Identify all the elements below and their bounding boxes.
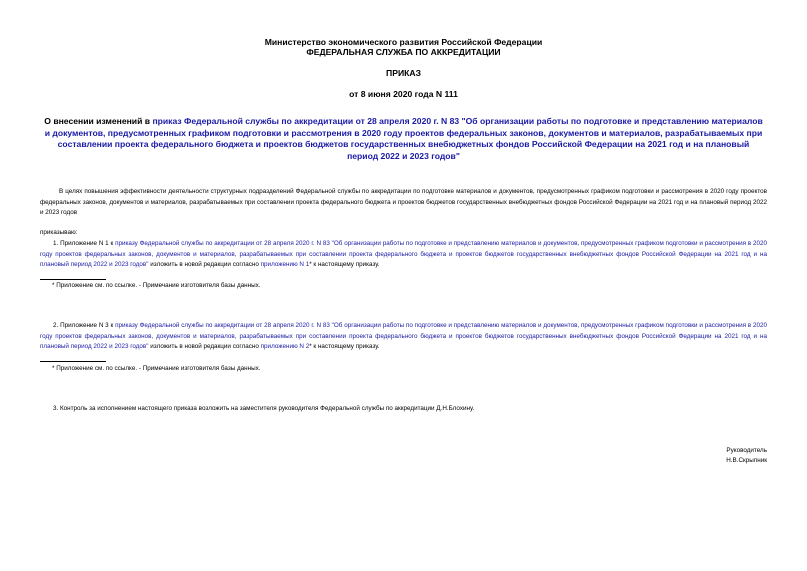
- doc-type-heading: ПРИКАЗ: [386, 68, 421, 78]
- footnote-2: * Приложение см. по ссылке. - Примечание изготовителя базы данных.: [52, 365, 261, 372]
- document-title: [44, 116, 763, 162]
- item-3-paragraph: 3. Контроль за исполнением настоящего приказа возложить на заместителя руководителя Федеральной службы по аккредитации Д.Н.Блохину.: [53, 405, 475, 412]
- signature-role: Руководитель: [726, 447, 767, 454]
- item-2-suffix: * к настоящему приказу.: [309, 343, 380, 351]
- item-1-middle: изложить в новой редакции согласно: [148, 261, 261, 269]
- item-1-order-link[interactable]: приказу Федеральной службы по аккредитации от 28 апреля 2020 г. N 83 "Об организации работы по подготовке и представлению материалов и документов, предусмотренных графиком подготовки и рассмотрения в 2020 году проектов федеральных законов, документов и материалов, разрабатываемых при составлении проекта федерального бюджета и проектов бюджетов государственных внебюджетных фондов Российской Федерации на 2021 год и на плановый период 2022 и 2023 годов": [40, 240, 767, 269]
- item-1-suffix: * к настоящему приказу.: [309, 261, 380, 269]
- item-1-prefix: 1. Приложение N 1 к: [53, 240, 116, 247]
- service-heading: ФЕДЕРАЛЬНАЯ СЛУЖБА ПО АККРЕДИТАЦИИ: [306, 47, 501, 57]
- order-word: приказываю:: [40, 229, 78, 236]
- item-2-middle: изложить в новой редакции согласно: [148, 343, 261, 351]
- item-2-order-link[interactable]: приказу Федеральной службы по аккредитации от 28 апреля 2020 г. N 83 "Об организации работы по подготовке и представлению материалов и документов, предусмотренных графиком подготовки и рассмотрения в 2020 году проектов федеральных законов, документов и материалов, разрабатываемых при составлении проекта федерального бюджета и проектов бюджетов государственных внебюджетных фондов Российской Федерации на 2021 год и на плановый период 2022 и 2023 годов": [40, 322, 767, 351]
- item-1-appendix-link[interactable]: приложению N 1: [260, 261, 310, 269]
- ministry-heading: Министерство экономического развития Российской Федерации: [264, 37, 543, 47]
- title-prefix: О внесении изменений в: [44, 116, 153, 126]
- title-order-link[interactable]: приказ Федеральной службы по аккредитации от 28 апреля 2020 г. N 83 "Об организации работы по подготовке и представлению материалов и документов, предусмотренных графиком подготовки и рассмотрения в 2020 году проектов федеральных законов, документов и материалов, разрабатываемых при составлении проекта федерального бюджета и проектов бюджетов государственных внебюджетных фондов Российской Федерации на 2021 год и на плановый период 2022 и 2023 годов": [44, 116, 763, 161]
- signature-name: Н.В.Скрыпник: [726, 457, 767, 464]
- item-2-paragraph: [40, 321, 767, 353]
- footnote-1: * Приложение см. по ссылке. - Примечание изготовителя базы данных.: [52, 282, 261, 289]
- item-2-appendix-link[interactable]: приложению N 2: [260, 343, 310, 351]
- preamble-paragraph: В целях повышения эффективности деятельности структурных подразделений Федеральной службы по аккредитации по подготовке материалов и документов, предусмотренных графиком подготовки и рассмотрения в 2020 году проектов федеральных законов, документов и материалов, разрабатываемых при составлении проекта федерального бюджета и проектов бюджетов государственных внебюджетных фондов Российской Федерации на 2021 год и на плановый период 2022 и 2023 годов: [40, 188, 767, 217]
- footnote-divider-1: [40, 279, 106, 280]
- item-1-paragraph: [40, 239, 767, 271]
- footnote-divider-2: [40, 361, 106, 362]
- item-2-prefix: 2. Приложение N 3 к: [53, 322, 116, 329]
- date-number-heading: от 8 июня 2020 года N 111: [349, 89, 458, 99]
